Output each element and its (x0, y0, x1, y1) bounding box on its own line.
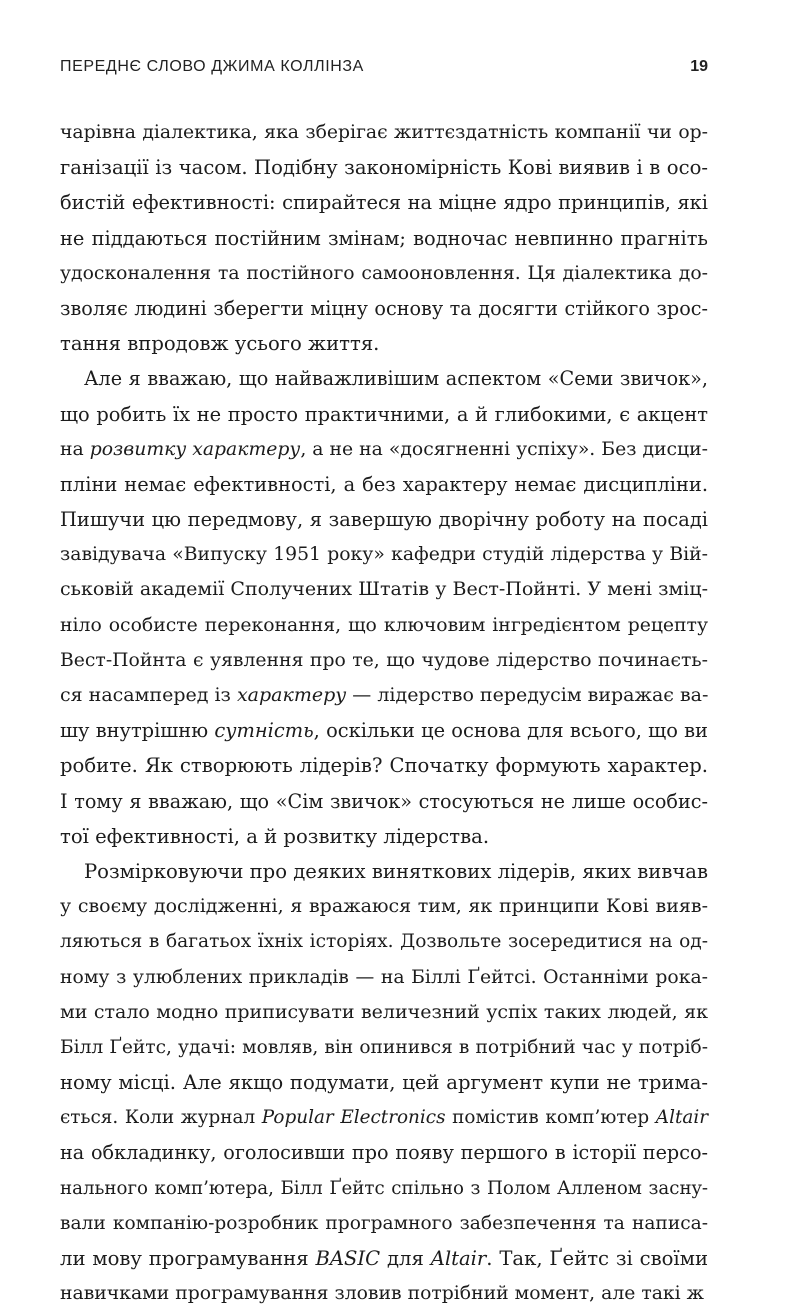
text-line (60, 572, 708, 607)
text-segment: ному з улюблених прикладів — на Біллі Ґейтсі. Останніми рока- (60, 966, 708, 988)
text-segment: ніло особисте переконання, що ключовим інгредієнтом рецепту (60, 614, 708, 636)
text-line (60, 502, 708, 537)
text-segment: завідувача «Випуску 1951 року» кафедри студій лідерства у Вій- (60, 544, 708, 566)
text-segment: ськовій академії Сполучених Штатів у Вест-Пойнті. У мені зміц- (60, 578, 708, 601)
text-segment: Розмірковуючи про деяких виняткових лідерів, яких вивчав (84, 859, 709, 883)
text-segment: Але я вважаю, що найважливішим аспектом «Семи звичок», (84, 367, 708, 391)
text-segment: вали компанію-розробник програмного забезпечення та написа- (60, 1212, 708, 1234)
text-line (60, 1171, 708, 1206)
running-head (60, 58, 708, 88)
text-segment: робите. Як створюють лідерів? Спочатку формують характер. (60, 754, 708, 778)
text-line (60, 889, 708, 924)
text-line (60, 326, 708, 361)
text-line (60, 924, 708, 959)
text-line (60, 537, 708, 572)
text-line (60, 1100, 708, 1135)
text-segment: що робить їх не просто практичними, а й глибокими, є акцент (60, 402, 708, 426)
body-text (60, 115, 708, 1311)
text-line (60, 467, 708, 502)
text-segment: у своєму дослідженні, я вражаюся тим, як принципи Кові вияв- (60, 895, 708, 918)
italic-text: Popular Electronics (261, 1107, 446, 1129)
text-line (60, 1206, 708, 1241)
text-line (60, 678, 708, 713)
paragraph (60, 361, 708, 854)
text-segment: ми стало модно приписувати величезний успіх таких людей, як (60, 1000, 708, 1023)
text-segment: зволяє людині зберегти міцну основу та досягти стійкого зрос- (60, 296, 708, 320)
text-segment: ляються в багатьох їхніх історіях. Дозвольте зосередитися на од- (60, 931, 708, 953)
italic-text: сутність (214, 719, 314, 743)
text-segment: , а не на «досягненні успіху». Без дисци- (300, 438, 708, 460)
text-segment: Пишучи цю передмову, я завершую дворічну роботу на посаді (60, 508, 708, 532)
italic-text: характеру (236, 684, 347, 706)
text-segment: . Так, Ґейтс зі своїми (486, 1247, 708, 1270)
text-segment: пліни немає ефективності, а без характеру немає дисципліни. (60, 472, 708, 496)
italic-text: Altair (430, 1247, 487, 1270)
book-page (60, 0, 709, 1305)
page-number: 19 (690, 58, 708, 75)
text-line (60, 1241, 708, 1276)
text-segment: шу внутрішню (60, 719, 215, 743)
text-line (60, 150, 708, 185)
italic-text: BASIC (315, 1247, 381, 1270)
text-segment: ється. Коли журнал (60, 1107, 262, 1129)
section-title: ПЕРЕДНЄ СЛОВО ДЖИМА КОЛЛІНЗА (60, 58, 364, 75)
text-line (60, 221, 708, 256)
text-line (60, 115, 708, 150)
text-line (60, 397, 708, 432)
text-segment: помістив комп’ютер (445, 1107, 656, 1129)
text-segment: ся насамперед із (60, 684, 237, 706)
italic-text: Altair (655, 1107, 708, 1129)
text-line (60, 713, 708, 748)
paragraph (60, 854, 708, 1311)
text-segment: нального комп’ютера, Білл Ґейтс спільно з Полом Алленом заснy- (60, 1177, 708, 1199)
text-segment: удосконалення та постійного самооновлення. Ця діалектика до- (60, 262, 708, 284)
text-segment: І тому я вважаю, що «Сім звичок» стосуються не лише особис- (60, 789, 708, 813)
italic-text: розвитку характеру (89, 438, 301, 460)
text-line (60, 1135, 708, 1170)
text-line (60, 1276, 708, 1311)
text-segment: — лідерство передусім виражає ва- (346, 684, 709, 706)
text-line (60, 748, 708, 783)
text-line (60, 432, 708, 467)
text-segment: тання впродовж усього життя. (60, 332, 380, 356)
text-segment: , оскільки це основа для всього, що ви (313, 719, 708, 743)
text-line (60, 291, 708, 326)
text-segment: Білл Ґейтс, удачі: мовляв, він опинився в потрібний час у потріб- (60, 1036, 708, 1058)
paragraph (60, 115, 708, 361)
text-segment: для (380, 1247, 431, 1270)
text-line (60, 643, 708, 678)
text-line (60, 1065, 708, 1100)
text-line (60, 995, 708, 1030)
text-line (60, 784, 708, 819)
text-line (60, 608, 708, 643)
text-segment: чарівна діалектика, яка зберігає життєздатність компанії чи ор- (60, 122, 708, 143)
text-line (60, 256, 708, 291)
text-segment: на (60, 438, 90, 460)
text-line (60, 819, 708, 854)
text-segment: ному місці. Але якщо подумати, цей аргумент купи не трима- (60, 1071, 708, 1095)
text-segment: ганізації із часом. Подібну закономірність Кові виявив і в осо- (60, 156, 708, 180)
text-line (60, 960, 708, 995)
text-line (60, 854, 708, 889)
text-segment: навичками програмування зловив потрібний момент, але такі ж (60, 1283, 704, 1305)
text-segment: ли мову програмування (60, 1247, 316, 1270)
text-line (60, 1030, 708, 1065)
text-line (60, 185, 708, 220)
text-segment: на обкладинку, оголосивши про появу першого в історії персо- (60, 1141, 708, 1165)
text-segment: Вест-Пойнта є уявлення про те, що чудове лідерство починаєть- (60, 649, 708, 671)
text-line (60, 361, 708, 396)
text-segment: тої ефективності, а й розвитку лідерства. (60, 824, 490, 848)
text-segment: бистій ефективності: спирайтеся на міцне ядро принципів, які (60, 191, 708, 215)
text-segment: не піддаються постійним змінам; водночас невпинно прагніть (60, 226, 708, 250)
